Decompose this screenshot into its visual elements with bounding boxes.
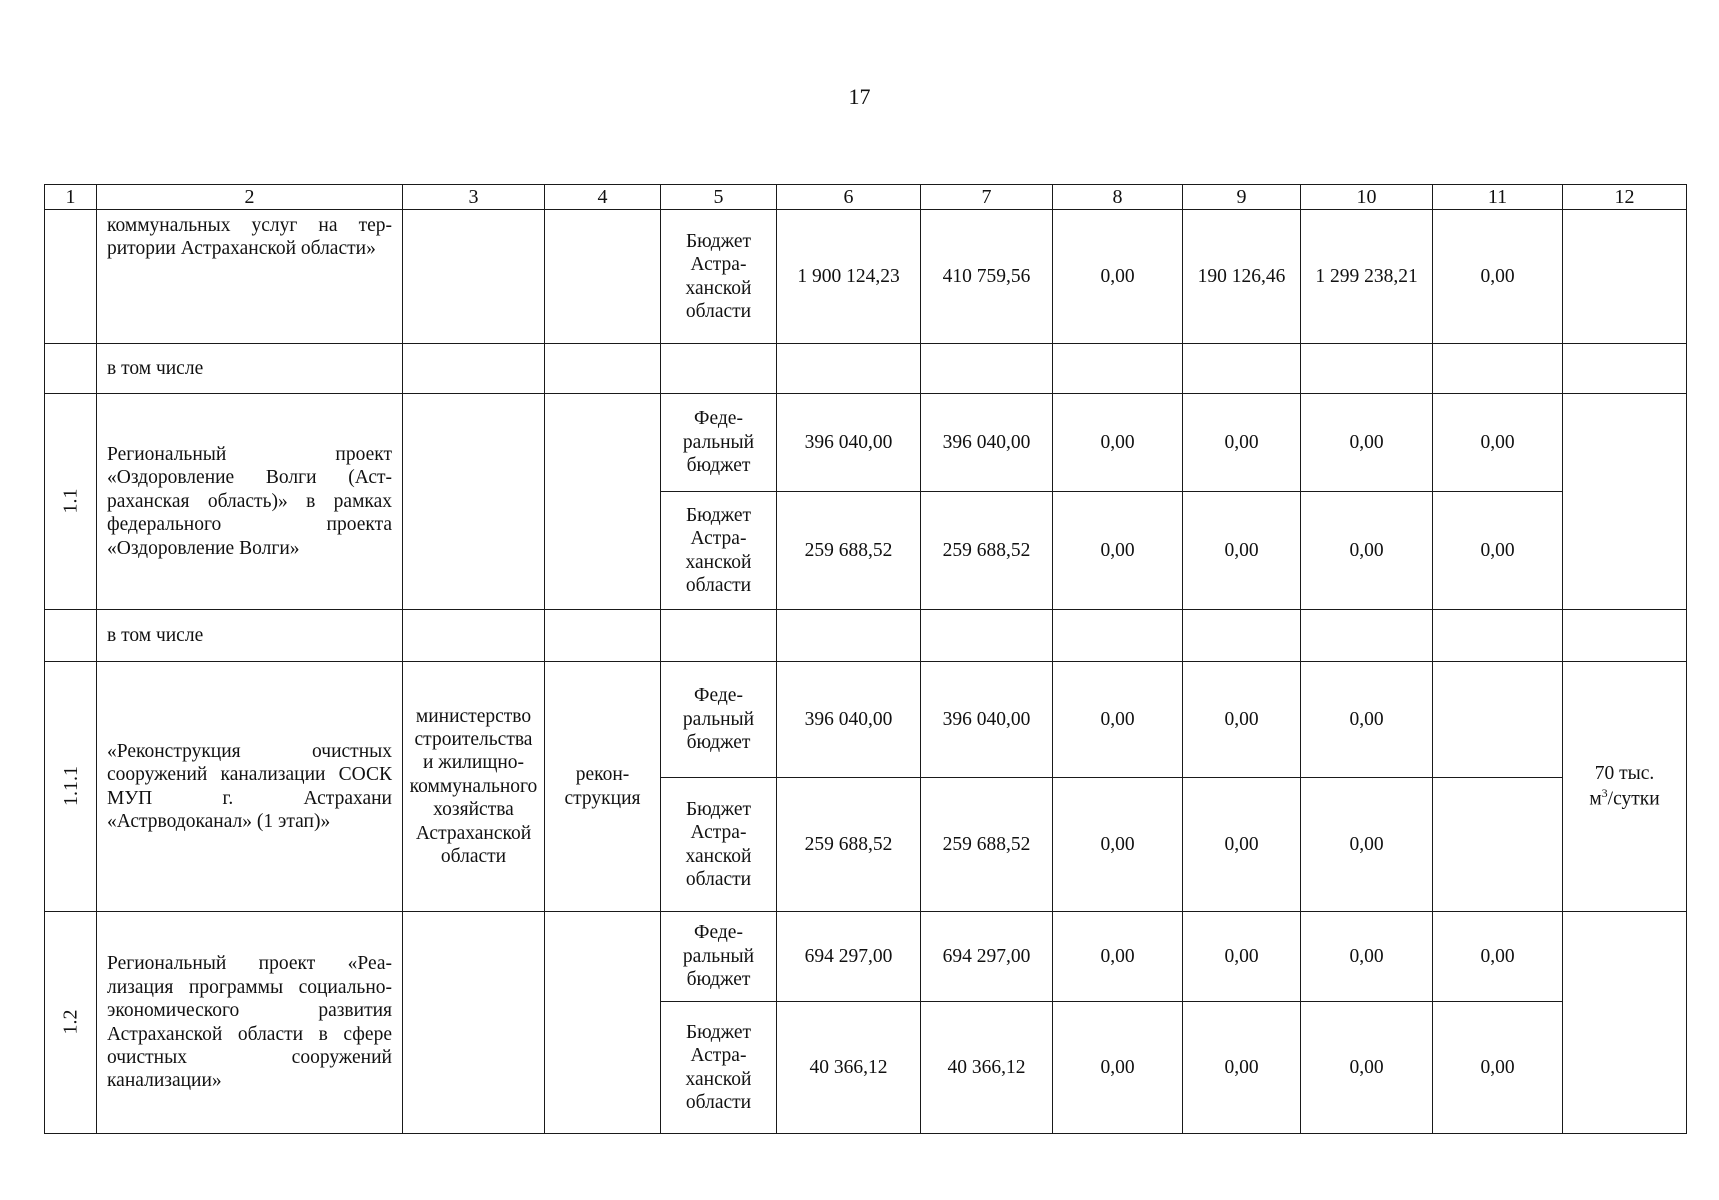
including-label: в том числе <box>97 344 403 394</box>
executor-cell: министерство строительства и жилищно-коммунального хозяйства Астраханской области <box>403 662 545 912</box>
value-cell: 0,00 <box>1053 662 1183 778</box>
empty-cell <box>1433 344 1563 394</box>
empty-cell <box>403 344 545 394</box>
value-cell: 0,00 <box>1433 1002 1563 1134</box>
value-cell: 0,00 <box>1183 492 1301 610</box>
row-number-cell <box>45 610 97 662</box>
value-cell: 0,00 <box>1433 912 1563 1002</box>
value-cell: 0,00 <box>1183 1002 1301 1134</box>
empty-cell <box>1053 344 1183 394</box>
empty-cell <box>921 344 1053 394</box>
event-type-cell <box>545 912 661 1134</box>
empty-cell <box>545 610 661 662</box>
capacity-unit-sup: 3 <box>1601 785 1608 800</box>
row-number-cell <box>45 394 97 610</box>
including-label: в том числе <box>97 610 403 662</box>
column-header: 3 <box>403 185 545 210</box>
project-name: «Реконструкция очистных сооружений канализации СОСК МУП г. Астрахани «Астрводоканал» (1 этап)» <box>97 662 403 912</box>
table-row <box>45 344 1687 394</box>
capacity-cell <box>1563 210 1687 344</box>
value-cell <box>1433 662 1563 778</box>
empty-cell <box>1563 344 1687 394</box>
value-cell: 0,00 <box>1053 912 1183 1002</box>
value-cell <box>1433 778 1563 912</box>
value-cell: 396 040,00 <box>921 662 1053 778</box>
capacity-value: 70 тыс. <box>1594 763 1655 785</box>
empty-cell <box>1563 610 1687 662</box>
value-cell: 0,00 <box>1433 394 1563 492</box>
table-row <box>45 662 1687 778</box>
table-row <box>45 610 1687 662</box>
value-cell: 0,00 <box>1183 394 1301 492</box>
empty-cell <box>1301 344 1433 394</box>
funding-source: Федеральный бюджет <box>661 394 777 492</box>
value-cell: 0,00 <box>1301 662 1433 778</box>
value-cell: 0,00 <box>1183 912 1301 1002</box>
value-cell: 396 040,00 <box>777 662 921 778</box>
value-cell: 694 297,00 <box>777 912 921 1002</box>
value-cell: 0,00 <box>1053 492 1183 610</box>
event-type-cell <box>545 210 661 344</box>
column-header: 12 <box>1563 185 1687 210</box>
funding-table <box>44 184 1687 1134</box>
value-cell: 0,00 <box>1053 210 1183 344</box>
value-cell: 0,00 <box>1301 1002 1433 1134</box>
event-type-cell <box>545 394 661 610</box>
column-header: 1 <box>45 185 97 210</box>
value-cell: 0,00 <box>1053 394 1183 492</box>
value-cell: 410 759,56 <box>921 210 1053 344</box>
funding-source: Федеральный бюджет <box>661 662 777 778</box>
value-cell: 190 126,46 <box>1183 210 1301 344</box>
row-number: 1.1 <box>59 488 82 514</box>
value-cell: 396 040,00 <box>921 394 1053 492</box>
value-cell: 0,00 <box>1053 1002 1183 1134</box>
row-number: 1.1.1 <box>59 766 82 807</box>
empty-cell <box>1053 610 1183 662</box>
value-cell: 259 688,52 <box>777 778 921 912</box>
value-cell: 0,00 <box>1183 662 1301 778</box>
executor-cell <box>403 394 545 610</box>
capacity-cell <box>1563 662 1687 912</box>
column-header: 4 <box>545 185 661 210</box>
row-number: 1.2 <box>59 1009 82 1035</box>
value-cell: 396 040,00 <box>777 394 921 492</box>
header-row <box>45 185 1687 210</box>
column-header: 9 <box>1183 185 1301 210</box>
value-cell: 0,00 <box>1301 394 1433 492</box>
value-cell: 40 366,12 <box>777 1002 921 1134</box>
value-cell: 0,00 <box>1301 912 1433 1002</box>
funding-source: Бюджет Астраханской области <box>661 1002 777 1134</box>
column-header: 10 <box>1301 185 1433 210</box>
project-name: Региональный проект «Реализация программы социально-экономического развития Астраханской области в сфере очистных сооружений канализации» <box>97 912 403 1134</box>
column-header: 5 <box>661 185 777 210</box>
executor-cell <box>403 912 545 1134</box>
column-header: 7 <box>921 185 1053 210</box>
column-header: 6 <box>777 185 921 210</box>
empty-cell <box>777 610 921 662</box>
empty-cell <box>1433 610 1563 662</box>
value-cell: 0,00 <box>1301 492 1433 610</box>
value-cell: 0,00 <box>1433 492 1563 610</box>
funding-source: Бюджет Астраханской области <box>661 210 777 344</box>
table-row <box>45 210 1687 344</box>
table-row <box>45 394 1687 492</box>
value-cell: 1 299 238,21 <box>1301 210 1433 344</box>
value-cell: 0,00 <box>1433 210 1563 344</box>
value-cell: 694 297,00 <box>921 912 1053 1002</box>
project-name: Региональный проект «Оздоровление Волги (Астраханская область)» в рамках федерального проекта «Оздоровление Волги» <box>97 394 403 610</box>
value-cell: 40 366,12 <box>921 1002 1053 1134</box>
column-header: 11 <box>1433 185 1563 210</box>
capacity-cell <box>1563 912 1687 1134</box>
value-cell: 0,00 <box>1301 778 1433 912</box>
funding-source: Бюджет Астраханской области <box>661 492 777 610</box>
value-cell: 259 688,52 <box>921 778 1053 912</box>
empty-cell <box>661 344 777 394</box>
table-row <box>45 912 1687 1002</box>
row-number-cell <box>45 662 97 912</box>
funding-source: Бюджет Астраханской области <box>661 778 777 912</box>
project-name: коммунальных услуг на территории Астраханской области» <box>97 210 403 344</box>
empty-cell <box>1183 610 1301 662</box>
value-cell: 259 688,52 <box>921 492 1053 610</box>
capacity-cell <box>1563 394 1687 610</box>
value-cell: 1 900 124,23 <box>777 210 921 344</box>
value-cell: 0,00 <box>1183 778 1301 912</box>
empty-cell <box>1301 610 1433 662</box>
empty-cell <box>1183 344 1301 394</box>
row-number-cell <box>45 344 97 394</box>
funding-source: Федеральный бюджет <box>661 912 777 1002</box>
row-number-cell <box>45 912 97 1134</box>
empty-cell <box>403 610 545 662</box>
capacity-unit-line <box>1563 786 1686 811</box>
row-number-cell <box>45 210 97 344</box>
empty-cell <box>661 610 777 662</box>
value-cell: 259 688,52 <box>777 492 921 610</box>
capacity-unit-tail: /сутки <box>1607 788 1660 810</box>
column-header: 8 <box>1053 185 1183 210</box>
capacity-unit: м <box>1589 788 1602 810</box>
column-header: 2 <box>97 185 403 210</box>
executor-cell <box>403 210 545 344</box>
empty-cell <box>921 610 1053 662</box>
page-number: 17 <box>848 84 871 109</box>
empty-cell <box>777 344 921 394</box>
empty-cell <box>545 344 661 394</box>
value-cell: 0,00 <box>1053 778 1183 912</box>
event-type-cell: реконструкция <box>545 662 661 912</box>
